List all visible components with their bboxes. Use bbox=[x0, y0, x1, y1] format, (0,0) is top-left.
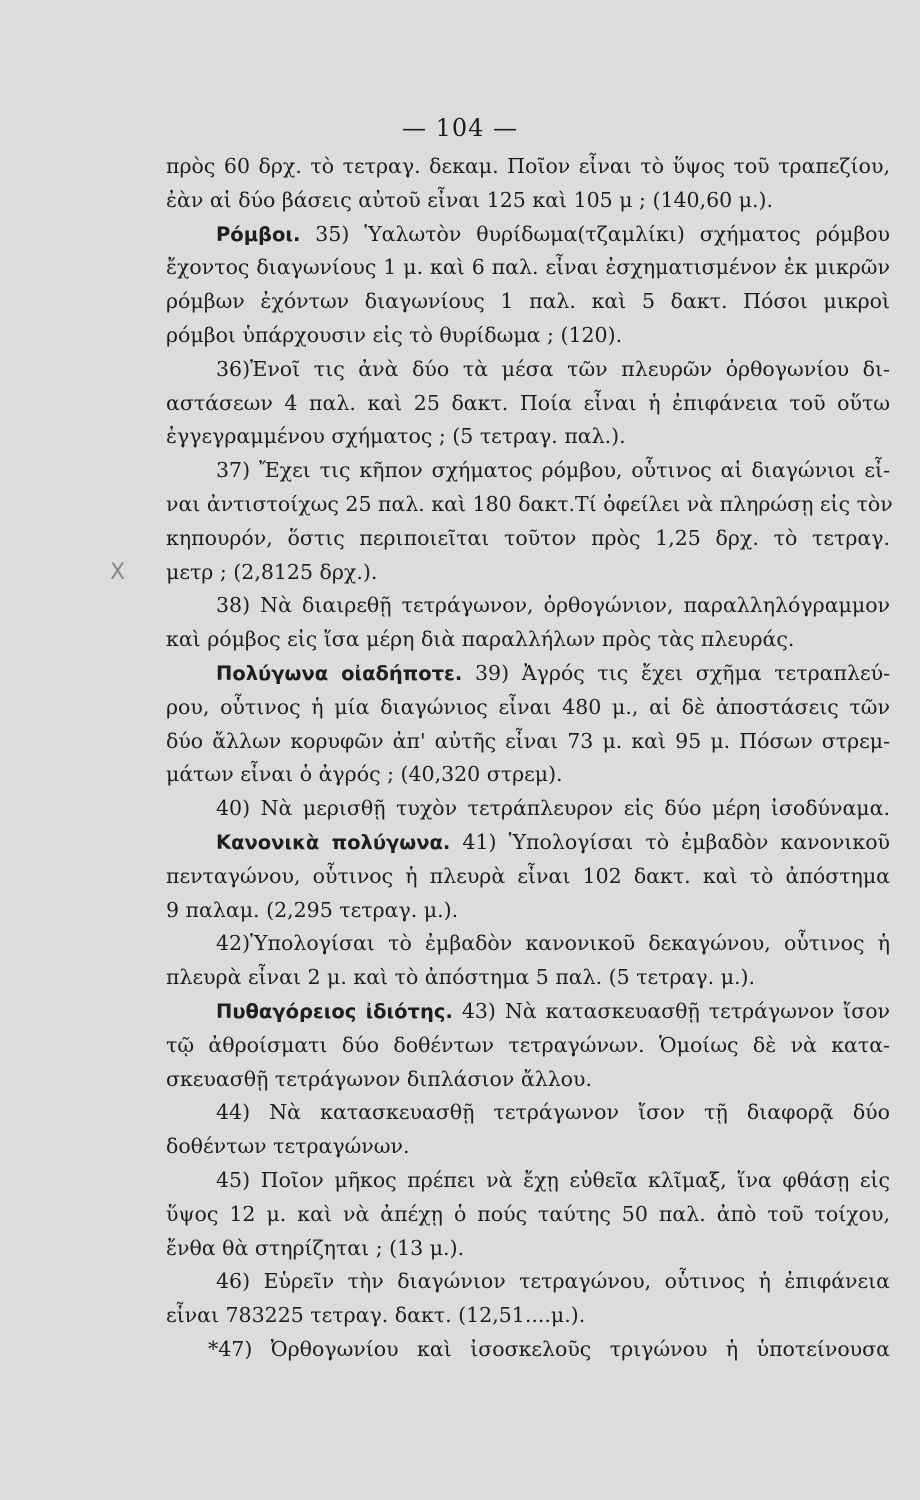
text-line bbox=[166, 387, 890, 421]
text-line bbox=[166, 758, 890, 792]
line-text: δοθέντων τετραγώνων. bbox=[166, 1134, 410, 1159]
text-line bbox=[166, 285, 890, 319]
text-line bbox=[166, 792, 890, 826]
line-text: πλευρὰ εἶναι 2 μ. καὶ τὸ ἀπόστημα 5 παλ. (5 τετραγ. μ.). bbox=[166, 965, 756, 990]
text-line bbox=[166, 657, 890, 691]
page-number: — 104 — bbox=[401, 114, 519, 142]
line-text: 44) Νὰ κατασκευασθῇ τετράγωνον ἴσον τῇ διαφορᾷ δύο bbox=[216, 1100, 890, 1125]
line-text: ρόμβων ἐχόντων διαγωνίους 1 παλ. καὶ 5 δακτ. Πόσοι μικροὶ bbox=[166, 289, 890, 314]
line-text: ἔχοντος διαγωνίους 1 μ. καὶ 6 παλ. εἶναι ἐσχηματισμένον ἐκ μικρῶν bbox=[166, 255, 890, 280]
text-line bbox=[166, 184, 890, 218]
line-text: σκευασθῇ τετράγωνον διπλάσιον ἄλλου. bbox=[166, 1066, 593, 1091]
text-line bbox=[166, 1096, 890, 1130]
text-line bbox=[166, 589, 890, 623]
text-line bbox=[166, 420, 890, 454]
text-line bbox=[166, 150, 890, 184]
section-heading: Κανονικὰ πολύγωνα. bbox=[216, 830, 451, 854]
line-text: μετρ ; (2,8125 δρχ.). bbox=[166, 559, 378, 584]
line-text: ἔνθα θὰ στηρίζηται ; (13 μ.). bbox=[166, 1235, 465, 1260]
text-line bbox=[166, 454, 890, 488]
text-line bbox=[110, 556, 890, 590]
text-line bbox=[166, 1232, 890, 1266]
line-text: ἐγγεγραμμένου σχήματος ; (5 τετραγ. παλ.). bbox=[166, 424, 626, 449]
text-line bbox=[166, 218, 890, 252]
text-line bbox=[166, 826, 890, 860]
section-heading: Πυθαγόρειος ἰδιότης. bbox=[216, 999, 453, 1023]
text-line bbox=[166, 251, 890, 285]
line-text: 38) Νὰ διαιρεθῇ τετράγωνον, ὀρθογώνιον, παραλληλόγραμμον bbox=[216, 593, 890, 618]
line-text: 37) Ἔχει τις κῆπον σχήματος ρόμβου, οὗτινος αἱ διαγώνιοι εἶ- bbox=[216, 458, 890, 483]
text-line bbox=[166, 1198, 890, 1232]
line-text: 43) Νὰ κατασκευασθῇ τετράγωνον ἴσον bbox=[452, 998, 891, 1023]
line-text: ρόμβοι ὑπάρχουσιν εἰς τὸ θυρίδωμα ; (120). bbox=[166, 322, 623, 347]
text-line bbox=[166, 623, 890, 657]
line-text: ὕψος 12 μ. καὶ νὰ ἀπέχῃ ὁ πούς ταύτης 50 παλ. ἀπὸ τοῦ τοίχου, bbox=[166, 1201, 890, 1226]
text-line bbox=[166, 927, 890, 961]
text-line bbox=[166, 488, 893, 522]
text-line bbox=[166, 860, 890, 894]
line-text: εἶναι 783225 τετραγ. δακτ. (12,51....μ.). bbox=[166, 1303, 586, 1328]
text-line bbox=[166, 995, 890, 1029]
line-text: 39) Ἀγρός τις ἔχει σχῆμα τετραπλεύ- bbox=[462, 660, 891, 685]
text-line bbox=[166, 1333, 890, 1367]
line-text: 9 παλαμ. (2,295 τετραγ. μ.). bbox=[166, 897, 459, 922]
text-line bbox=[166, 1265, 890, 1299]
text-line bbox=[166, 725, 890, 759]
text-line bbox=[166, 894, 890, 928]
line-text: τῷ ἀθροίσματι δύο δοθέντων τετραγώνων. Ὁμοίως δὲ νὰ κατα- bbox=[166, 1032, 890, 1057]
line-text: *47) Ὀρθογωνίου καὶ ἰσοσκελοῦς τριγώνου ἡ ὑποτείνουσα bbox=[208, 1336, 890, 1361]
text-line bbox=[166, 1029, 890, 1063]
section-heading: Πολύγωνα οἰαδήποτε. bbox=[216, 661, 463, 685]
line-text: 35) Ὑαλωτὸν θυρίδωμα(τζαμλίκι) σχήματος ρόμβου bbox=[300, 221, 890, 246]
line-text: κηπουρόν, ὅστις περιποιεῖται τοῦτον πρὸς 1,25 δρχ. τὸ τετραγ. bbox=[166, 525, 890, 550]
line-text: μάτων εἶναι ὁ ἀγρός ; (40,320 στρεμ). bbox=[166, 762, 563, 787]
line-text: 46) Εὑρεῖν τὴν διαγώνιον τετραγώνου, οὗτινος ἡ ἐπιφάνεια bbox=[216, 1269, 890, 1294]
line-text: καὶ ρόμβος εἰς ἴσα μέρη διὰ παραλλήλων πρὸς τὰς πλευράς. bbox=[166, 627, 795, 652]
text-line bbox=[166, 1063, 890, 1097]
text-line bbox=[166, 353, 890, 387]
text-line bbox=[166, 961, 890, 995]
text-line bbox=[166, 691, 890, 725]
line-text: 42)Ὑπολογίσαι τὸ ἐμβαδὸν κανονικοῦ δεκαγώνου, οὗτινος ἡ bbox=[216, 931, 890, 956]
text-line bbox=[166, 1299, 890, 1333]
text-line bbox=[166, 1164, 890, 1198]
line-text: πρὸς 60 δρχ. τὸ τετραγ. δεκαμ. Ποῖον εἶναι τὸ ὕψος τοῦ τραπεζίου, bbox=[166, 154, 890, 178]
section-heading: Ρόμβοι. bbox=[216, 222, 301, 246]
line-text: 40) Νὰ μερισθῇ τυχὸν τετράπλευρον εἰς δύο μέρη ἰσοδύναμα. bbox=[216, 796, 890, 821]
line-text: δύο ἄλλων κορυφῶν ἀπ' αὐτῆς εἶναι 73 μ. καὶ 95 μ. Πόσων στρεμ- bbox=[166, 728, 890, 753]
line-text: ναι ἀντιστοίχως 25 παλ. καὶ 180 δακτ.Τί ὀφείλει νὰ πληρώσῃ εἰς τὸν bbox=[166, 491, 893, 516]
line-text: ἐὰν αἱ δύο βάσεις αὐτοῦ εἶναι 125 καὶ 105 μ ; (140,60 μ.). bbox=[166, 187, 774, 212]
text-line bbox=[166, 319, 890, 353]
text-line bbox=[166, 522, 890, 556]
line-text: ρου, οὗτινος ἡ μία διαγώνιος εἶναι 480 μ., αἱ δὲ ἀποστάσεις τῶν bbox=[166, 694, 890, 719]
page-text bbox=[110, 150, 893, 1367]
line-text: 45) Ποῖον μῆκος πρέπει νὰ ἔχῃ εὐθεῖα κλῖμαξ, ἵνα φθάσῃ εἰς bbox=[216, 1167, 890, 1192]
margin-mark: X bbox=[110, 559, 126, 585]
text-line bbox=[166, 1130, 890, 1164]
line-text: αστάσεων 4 παλ. καὶ 25 δακτ. Ποία εἶναι ἡ ἐπιφάνεια τοῦ οὕτω bbox=[166, 390, 890, 415]
line-text: 36)Ἑνοῖ τις ἀνὰ δύο τὰ μέσα τῶν πλευρῶν ὀρθογωνίου δι- bbox=[216, 356, 890, 381]
line-text: 41) Ὑπολογίσαι τὸ ἐμβαδὸν κανονικοῦ bbox=[450, 829, 890, 854]
line-text: πενταγώνου, οὗτινος ἡ πλευρὰ εἶναι 102 δακτ. καὶ τὸ ἀπόστημα bbox=[166, 863, 890, 888]
